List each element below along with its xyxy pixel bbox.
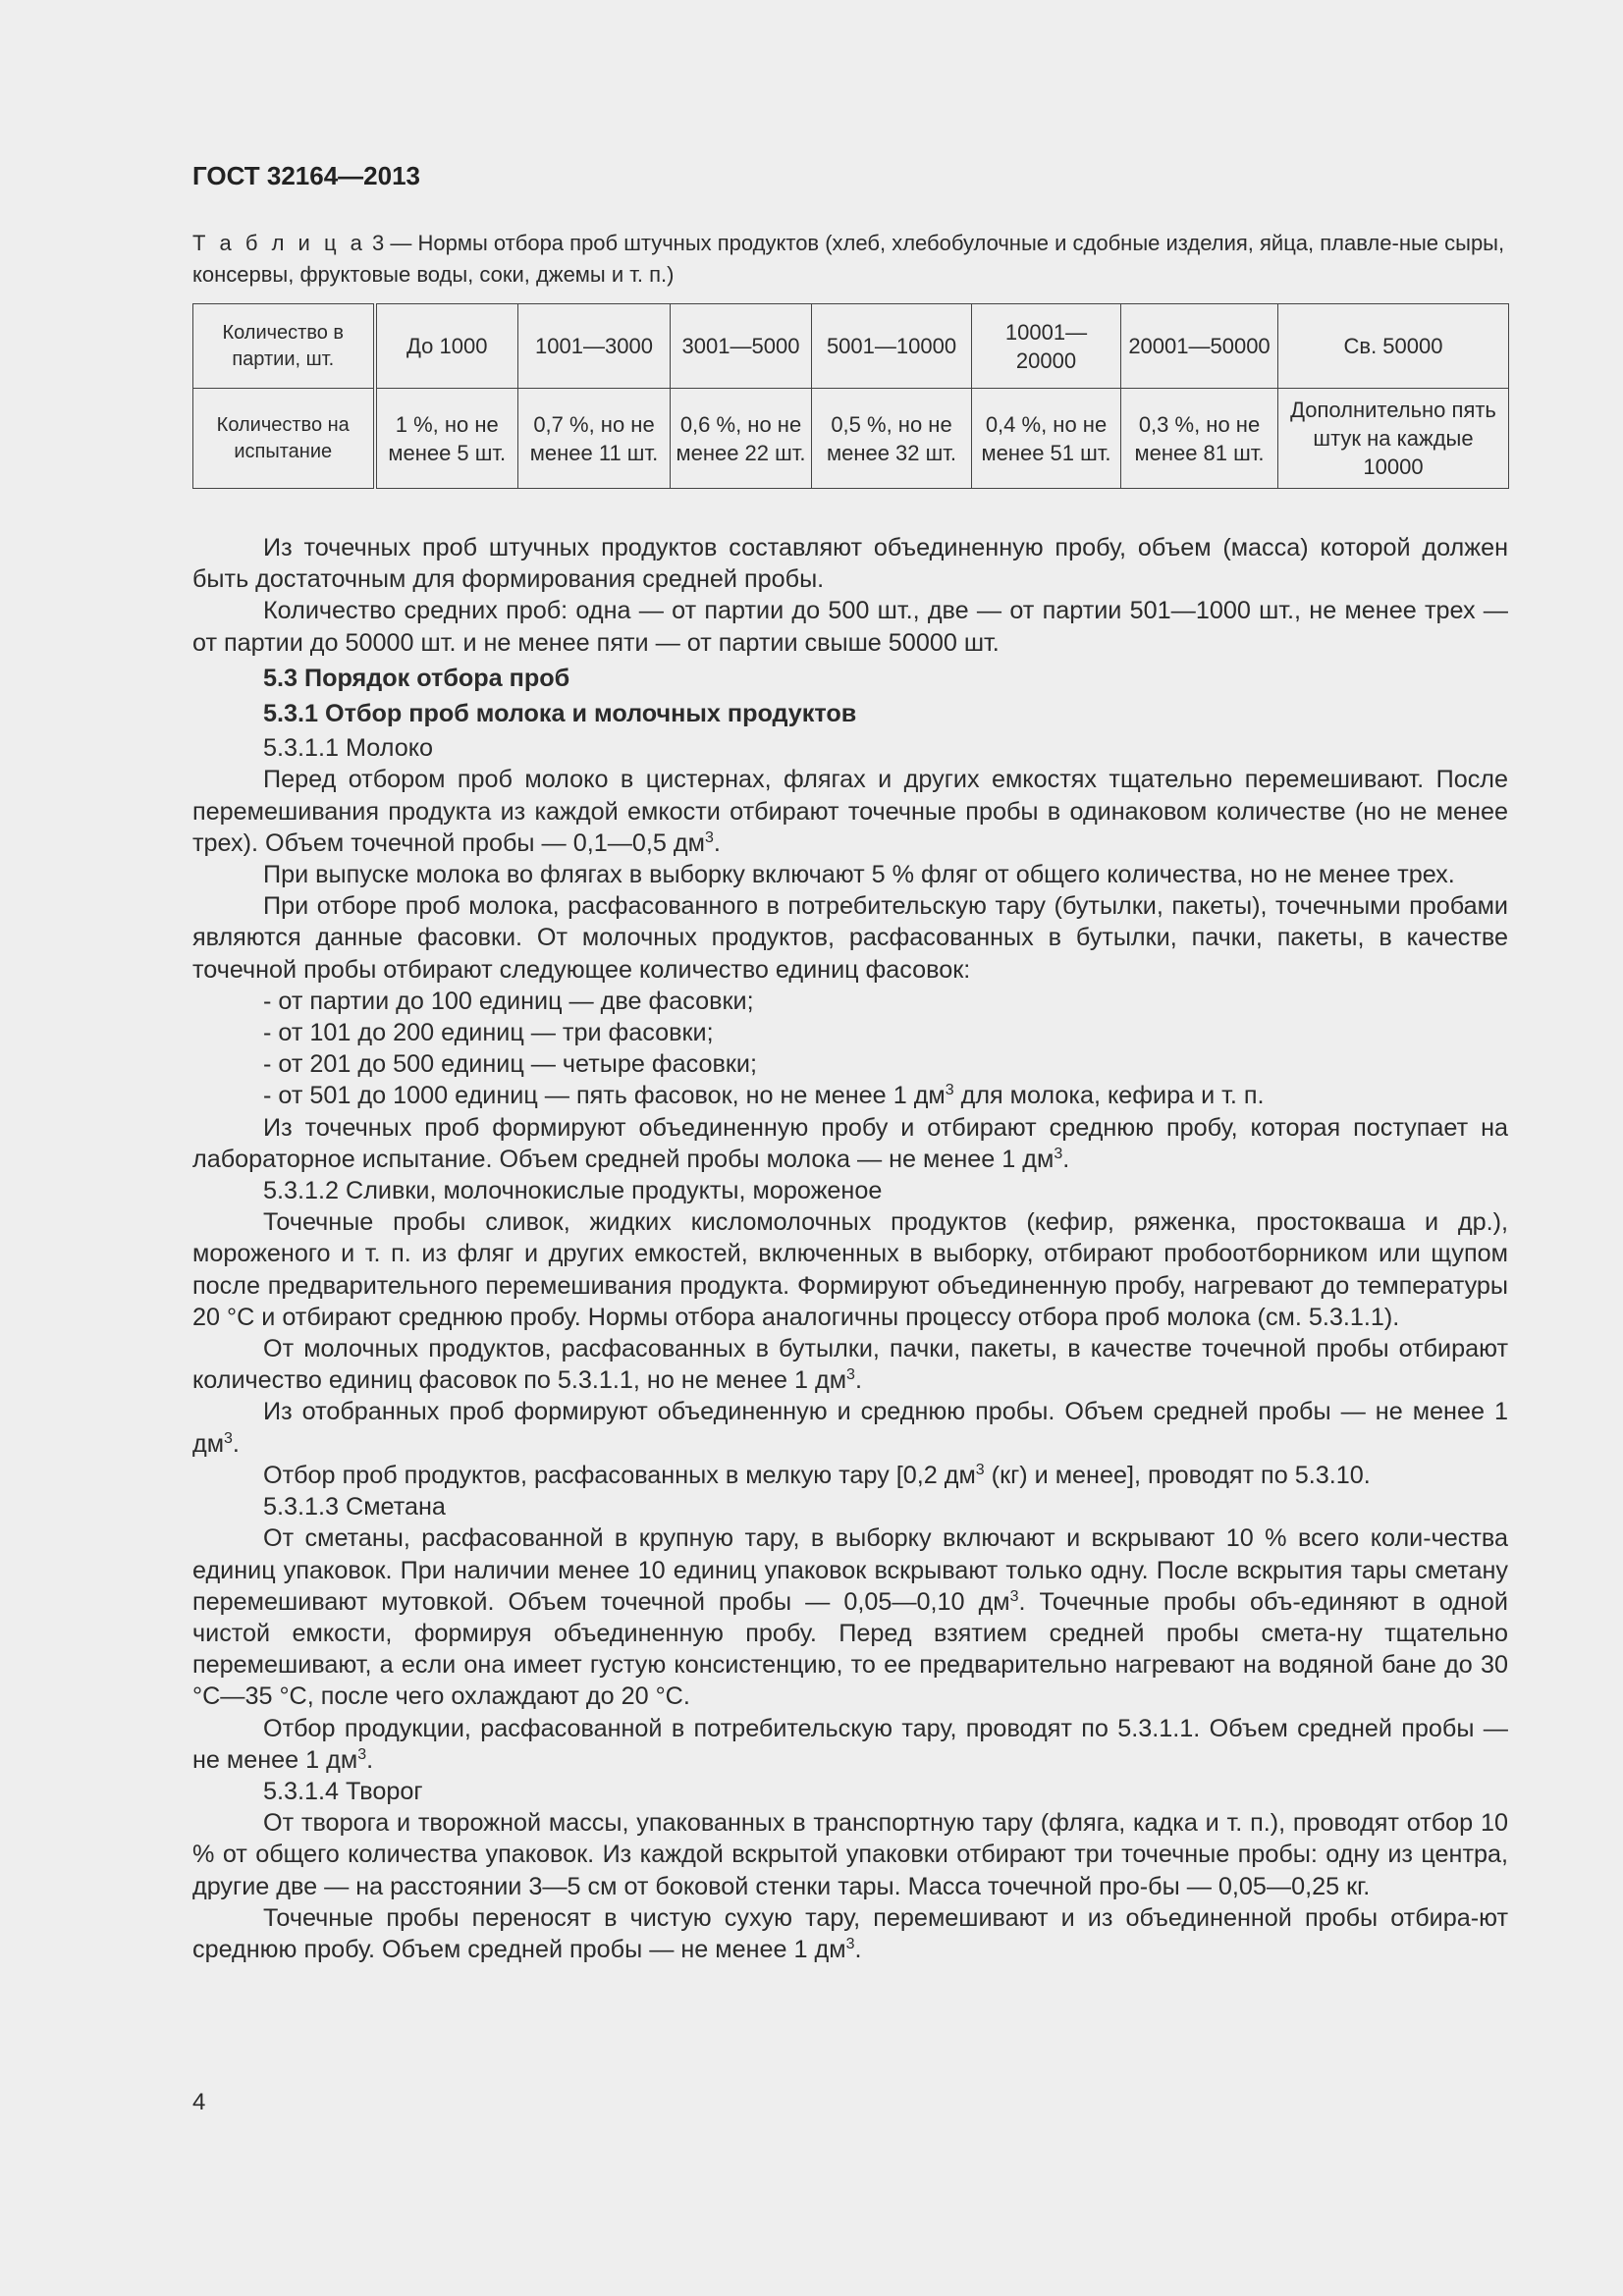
paragraph-text: . bbox=[854, 1935, 862, 1963]
paragraph-text: Перед отбором проб молоко в цистернах, флягах и других емкостях тщательно перемешивают. После перемешивания продукта из каждой емкости отбирают точечные пробы в одинаковом количестве (но не менее трех). Объем точечной пробы — 0,1—0,5 дм bbox=[192, 766, 1508, 857]
table-cell: 0,3 %, но не менее 81 шт. bbox=[1121, 389, 1278, 489]
paragraph: При отборе проб молока, расфасованного в потребительскую тару (бутылки, пакеты), точечными пробами являются данные фасовки. От молочных продуктов, расфасованных в бутылки, пачки, пакеты, в качестве точечной пробы отбирают следующее количество единиц фасовок: bbox=[192, 892, 1508, 984]
superscript: 3 bbox=[704, 828, 714, 846]
list-item: - от партии до 100 единиц — две фасовки; bbox=[263, 987, 754, 1015]
paragraph-text: . Точечные пробы объ-единяют в одной чистой емкости, формируя объединенную пробу. Перед взятием средней пробы смета-ну тщательно перемешивают, а если она имеет густую консистенцию, то ее предварительно нагревают на водяной бане до 30 °С—35 °С, после чего охлаждают до 20 °С. bbox=[192, 1587, 1508, 1711]
paragraph bbox=[192, 1522, 1508, 1712]
paragraph-text: От сметаны, расфасованной в крупную тару, в выборку включают и вскрывают 10 % всего коли-чества единиц упаковок. При наличии менее 10 единиц упаковок вскрывают только одну. После вскрытия тары сметану перемешивают мутовкой. Объем точечной пробы — 0,05—0,10 дм bbox=[192, 1524, 1508, 1616]
table-row-header: Количество на испытание bbox=[193, 389, 375, 489]
paragraph-text: Отбор продукции, расфасованной в потребительскую тару, проводят по 5.3.1.1. Объем средней пробы — не менее 1 дм bbox=[192, 1714, 1508, 1774]
table-cell: 3001—5000 bbox=[671, 304, 812, 389]
paragraph bbox=[192, 1902, 1508, 1965]
body-text bbox=[192, 532, 1508, 1965]
table-cell: Дополнительно пять штук на каждые 10000 bbox=[1278, 389, 1509, 489]
paragraph bbox=[192, 1713, 1508, 1776]
paragraph-text: . bbox=[854, 1366, 862, 1395]
table-row bbox=[193, 389, 1509, 489]
table-caption-text: 3 — Нормы отбора проб штучных продуктов (хлеб, хлебобулочные и сдобные изделия, яйца, плавле-ные сыры, консервы, фруктовые воды, соки, джемы и т. п.) bbox=[192, 231, 1505, 287]
sampling-norms-table bbox=[192, 303, 1509, 489]
clause-title: 5.3.1.1 Молоко bbox=[263, 734, 434, 763]
list-item bbox=[192, 1080, 1508, 1111]
paragraph: От творога и творожной массы, упакованных в транспортную тару (фляга, кадка и т. п.), проводят отбор 10 % от общего количества упаковок. Из каждой вскрытой упаковки отбирают три точечные пробы: одну из центра, другие две — на расстоянии 3—5 см от боковой стенки тары. Масса точечной про-бы — 0,05—0,25 кг. bbox=[192, 1809, 1508, 1900]
paragraph-text: Из отобранных проб формируют объединенную и среднюю пробы. Объем средней пробы — не менее 1 дм bbox=[192, 1398, 1508, 1458]
table-row-header: Количество в партии, шт. bbox=[193, 304, 375, 389]
paragraph bbox=[192, 1396, 1508, 1459]
paragraph: Точечные пробы сливок, жидких кисломолочных продуктов (кефир, ряженка, простокваша и др.), мороженого и т. п. из фляг и других емкостей, включенных в выборку, отбирают пробоотборником или щупом после предварительного перемешивания продукта. Формируют объединенную пробу, нагревают до температуры 20 °С и отбирают среднюю пробу. Нормы отбора аналогичны процессу отбора проб молока (см. 5.3.1.1). bbox=[192, 1208, 1508, 1331]
superscript: 3 bbox=[1054, 1145, 1063, 1162]
table-caption bbox=[192, 228, 1508, 291]
superscript: 3 bbox=[357, 1745, 367, 1763]
list-item: - от 101 до 200 единиц — три фасовки; bbox=[263, 1019, 714, 1047]
list-item-text: - от 501 до 1000 единиц — пять фасовок, но не менее 1 дм bbox=[263, 1082, 946, 1110]
paragraph-text: Точечные пробы переносят в чистую сухую тару, перемешивают и из объединенной пробы отбира-ют среднюю пробу. Объем средней пробы — не менее 1 дм bbox=[192, 1903, 1508, 1963]
paragraph: Из точечных проб штучных продуктов составляют объединенную пробу, объем (масса) которой должен быть достаточным для формирования средней пробы. bbox=[192, 534, 1508, 594]
clause-title: 5.3.1.2 Сливки, молочнокислые продукты, мороженое bbox=[263, 1177, 883, 1205]
superscript: 3 bbox=[945, 1082, 954, 1099]
table-cell: 10001—20000 bbox=[972, 304, 1121, 389]
table-cell: 0,5 %, но не менее 32 шт. bbox=[812, 389, 972, 489]
paragraph-text: Из точечных проб формируют объединенную пробу и отбирают среднюю пробу, которая поступает на лабораторное испытание. Объем средней пробы молока — не менее 1 дм bbox=[192, 1113, 1508, 1173]
list-item-text: для молока, кефира и т. п. bbox=[953, 1082, 1265, 1110]
table-cell: До 1000 bbox=[375, 304, 518, 389]
clause-title: 5.3.1.3 Сметана bbox=[263, 1493, 446, 1522]
subsection-heading: 5.3.1 Отбор проб молока и молочных продуктов bbox=[263, 700, 857, 728]
superscript: 3 bbox=[845, 1935, 855, 1952]
table-cell: 5001—10000 bbox=[812, 304, 972, 389]
table-cell: Св. 50000 bbox=[1278, 304, 1509, 389]
superscript: 3 bbox=[1009, 1587, 1019, 1605]
table-caption-label: Т а б л и ц а bbox=[192, 231, 366, 255]
section-heading: 5.3 Порядок отбора проб bbox=[263, 664, 570, 692]
paragraph bbox=[192, 1333, 1508, 1396]
paragraph bbox=[192, 764, 1508, 859]
paragraph bbox=[192, 1460, 1508, 1491]
table-cell: 1001—3000 bbox=[518, 304, 671, 389]
table-cell: 0,7 %, но не менее 11 шт. bbox=[518, 389, 671, 489]
clause-title: 5.3.1.4 Творог bbox=[263, 1777, 423, 1805]
page-number: 4 bbox=[192, 2089, 206, 2115]
paragraph-text: (кг) и менее], проводят по 5.3.10. bbox=[984, 1461, 1371, 1489]
table-cell: 0,4 %, но не менее 51 шт. bbox=[972, 389, 1121, 489]
paragraph-text: Отбор проб продуктов, расфасованных в мелкую тару [0,2 дм bbox=[263, 1461, 976, 1489]
list-item: - от 201 до 500 единиц — четыре фасовки; bbox=[263, 1050, 757, 1079]
paragraph-text: . bbox=[366, 1745, 374, 1774]
paragraph-text: От молочных продуктов, расфасованных в бутылки, пачки, пакеты, в качестве точечной пробы отбирают количество единиц фасовок по 5.3.1.1, но не менее 1 дм bbox=[192, 1335, 1508, 1395]
paragraph-text: . bbox=[1062, 1145, 1070, 1173]
table-cell: 20001—50000 bbox=[1121, 304, 1278, 389]
table-cell: 0,6 %, но не менее 22 шт. bbox=[671, 389, 812, 489]
table-row bbox=[193, 304, 1509, 389]
paragraph: При выпуске молока во флягах в выборку включают 5 % фляг от общего количества, но не менее трех. bbox=[263, 861, 1455, 889]
paragraph: Количество средних проб: одна — от партии до 500 шт., две — от партии 501—1000 шт., не менее трех — от партии до 50000 шт. и не менее пяти — от партии свыше 50000 шт. bbox=[192, 597, 1508, 657]
table-cell: 1 %, но не менее 5 шт. bbox=[375, 389, 518, 489]
document-header: ГОСТ 32164—2013 bbox=[192, 161, 420, 190]
superscript: 3 bbox=[224, 1429, 233, 1447]
superscript: 3 bbox=[846, 1366, 855, 1384]
paragraph-text: . bbox=[713, 828, 721, 857]
paragraph bbox=[192, 1112, 1508, 1175]
superscript: 3 bbox=[975, 1461, 985, 1478]
paragraph-text: . bbox=[232, 1429, 240, 1458]
